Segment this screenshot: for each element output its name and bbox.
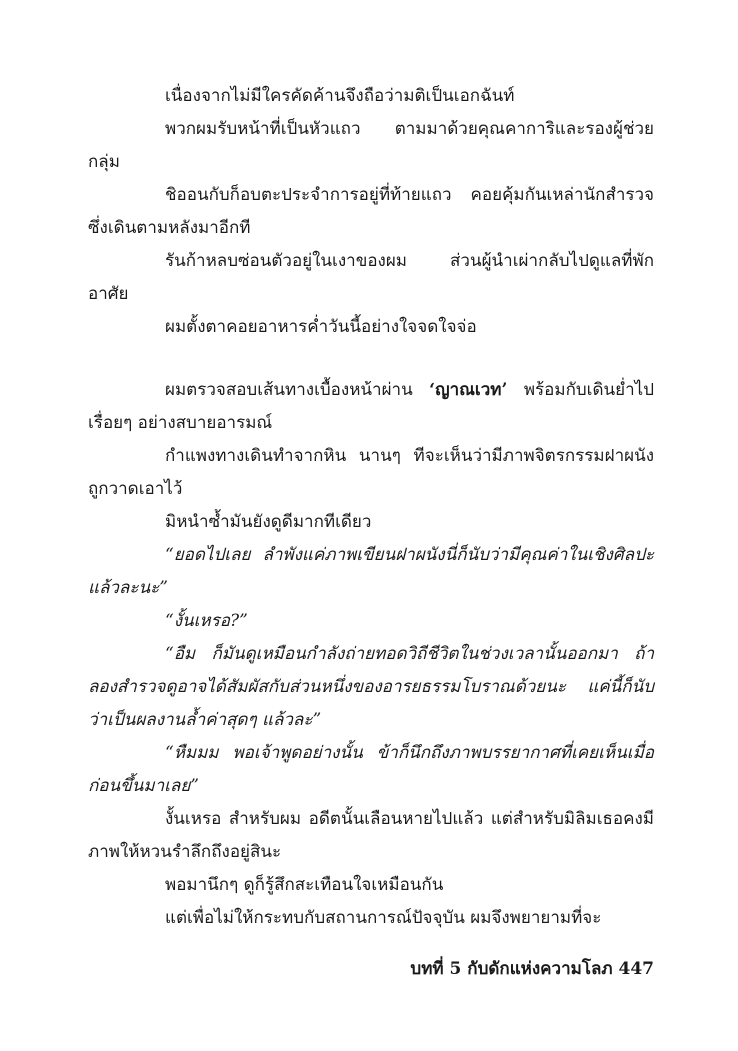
- dialogue-1: “ยอดไปเลย ลำพังแค่ภาพเขียนฝาผนังนี่ก็นับว่ามีคุณค่าในเชิงศิลปะแล้วละนะ”: [88, 545, 654, 598]
- page-body: [88, 80, 654, 935]
- dialogue-4: “หืมมม พอเจ้าพูดอย่างนั้น ข้าก็นึกถึงภาพบรรยากาศที่เคยเห็นเมื่อก่อนขึ้นมาเลย”: [88, 743, 654, 796]
- dialogue-3: “อืม ก็มันดูเหมือนกำลังถ่ายทอดวิถีชีวิตในช่วงเวลานั้นออกมา ถ้าลองสำรวจดูอาจได้สัมผัสกับส่วนหนึ่งของอารยธรรมโบราณด้วยนะ แค่นี้ก็นับว่าเป็นผลงานล้ำค่าสุดๆ แล้วละ”: [88, 644, 654, 730]
- paragraph-6-before: ผมตรวจสอบเส้นทางเบื้องหน้าผ่าน: [165, 380, 430, 400]
- paragraph-6-after: พร้อมกับเดินย่ำไปเรื่อยๆ อย่างสบายอารมณ์: [88, 380, 654, 433]
- paragraph-14: พอมานึกๆ ดูก็รู้สึกสะเทือนใจเหมือนกัน: [165, 875, 444, 895]
- paragraph-4: รันก้าหลบซ่อนตัวอยู่ในเงาของผม ส่วนผู้นำเผ่ากลับไปดูแลที่พักอาศัย: [88, 251, 654, 304]
- paragraph-1: เนื่องจากไม่มีใครคัดค้านจึงถือว่ามติเป็นเอกฉันท์: [165, 86, 515, 106]
- paragraph-3: ชิออนกับก็อบตะประจำการอยู่ที่ท้ายแถว คอยคุ้มกันเหล่านักสำรวจซึ่งเดินตามหลังมาอีกที: [88, 185, 654, 238]
- paragraph-7: กำแพงทางเดินทำจากหิน นานๆ ทีจะเห็นว่ามีภาพจิตรกรรมฝาผนังถูกวาดเอาไว้: [88, 446, 654, 499]
- page-footer: บทที่ 5 กับดักแห่งความโลภ 447: [410, 959, 654, 979]
- paragraph-2: พวกผมรับหน้าที่เป็นหัวแถว ตามมาด้วยคุณคาการิและรองผู้ช่วยกลุ่ม: [88, 119, 654, 172]
- dialogue-2: “งั้นเหรอ?”: [165, 611, 248, 631]
- paragraph-6-bold-term: ‘ญาณเวท’: [429, 380, 508, 400]
- paragraph-15: แต่เพื่อไม่ให้กระทบกับสถานการณ์ปัจจุบัน ผมจึงพยายามที่จะ: [165, 908, 602, 928]
- paragraph-5: ผมตั้งตาคอยอาหารค่ำวันนี้อย่างใจจดใจจ่อ: [165, 317, 477, 337]
- paragraph-6: [88, 374, 654, 440]
- paragraph-13: งั้นเหรอ สำหรับผม อดีตนั้นเลือนหายไปแล้ว แต่สำหรับมิลิมเธอคงมีภาพให้หวนรำลึกถึงอยู่สินะ: [88, 809, 654, 862]
- paragraph-8: มิหนำซ้ำมันยังดูดีมากทีเดียว: [165, 512, 372, 532]
